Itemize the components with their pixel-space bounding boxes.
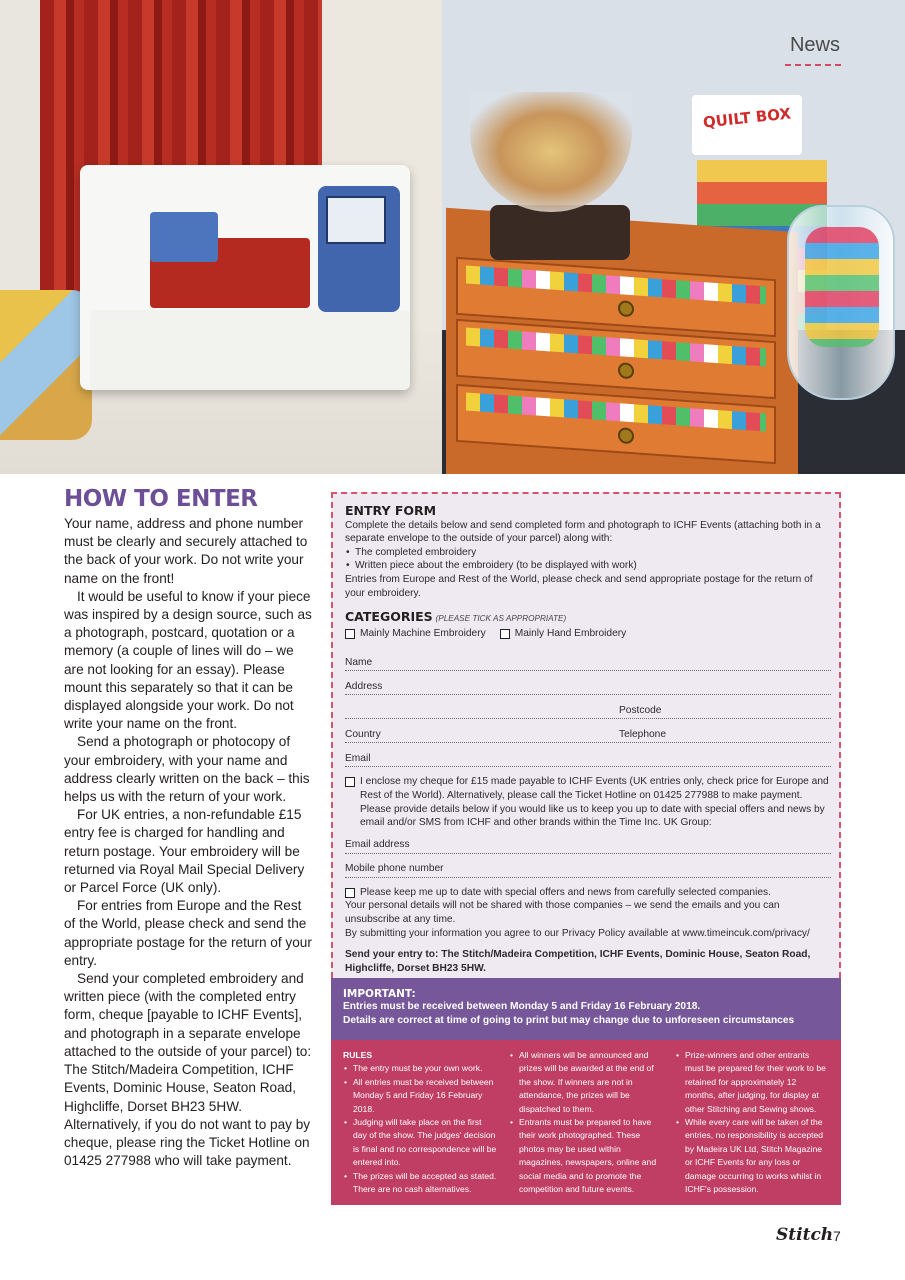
- machine-embroidery-checkbox[interactable]: [345, 629, 355, 639]
- rule-item: • The prizes will be accepted as stated. There are no cash alternatives.: [343, 1170, 497, 1197]
- cheque-checkbox[interactable]: [345, 777, 355, 787]
- list-item: • Written piece about the embroidery (to be displayed with work): [345, 559, 831, 573]
- rules-column: [509, 1049, 663, 1199]
- paragraph: For UK entries, a non-refundable £15 entry fee is charged for handling and return postage. Your embroidery will be returned via Royal Mail Special Delivery or Parcel Force (UK only).: [64, 807, 305, 896]
- offers-option[interactable]: [345, 886, 831, 900]
- rules-column: [675, 1049, 829, 1199]
- field-label: Email: [345, 752, 371, 764]
- magazine-logo: Stitch: [776, 1225, 834, 1245]
- rule-item: • While every care will be taken of the entries, no responsibility is accepted by Madeira UK Ltd, Stitch Magazine or ICHF Events for any loss or damage occurring to works whilst in ICHF's possession.: [675, 1116, 829, 1196]
- cheque-option[interactable]: [345, 775, 831, 829]
- field-label: Mobile phone number: [345, 863, 444, 875]
- entry-form: [331, 492, 841, 978]
- rule-item: • Judging will take place on the first day of the show. The judges' decision is final and no correspondence will be entered into.: [343, 1116, 497, 1170]
- address-field[interactable]: [345, 671, 831, 695]
- categories-heading-row: [345, 610, 831, 626]
- fabric-pile: [0, 290, 92, 440]
- glass-vase: [787, 205, 895, 400]
- vase-thread-spools: [805, 227, 879, 347]
- quilt-box-label: QUILT BOX: [702, 104, 792, 132]
- checkbox-label: Mainly Machine Embroidery: [360, 627, 486, 639]
- hand-embroidery-checkbox[interactable]: [500, 629, 510, 639]
- page-number: 7: [833, 1228, 841, 1244]
- important-banner: [331, 978, 841, 1040]
- rule-item: • Prize-winners and other entrants must be prepared for their work to be retained for approximately 12 months, after judging, for display at other Stitching and Sewing shows.: [675, 1049, 829, 1116]
- send-to-address: Send your entry to: The Stitch/Madeira Competition, ICHF Events, Dominic House, Seaton Road, Highcliffe, Dorset BH23 5HW.: [345, 949, 811, 974]
- field-label: Postcode: [619, 704, 662, 716]
- policy-text: By submitting your information you agree to our Privacy Policy available at www.timeincuk.com/privacy/: [345, 927, 810, 939]
- rules-column: [343, 1049, 497, 1199]
- email-address-field[interactable]: [345, 830, 831, 854]
- trophy-base: [490, 205, 630, 260]
- offers-text: Please keep me up to date with special offers and news from carefully selected companies.: [360, 886, 771, 898]
- paragraph: Your name, address and phone number must be clearly and securely attached to the back of your work. Do not write your name on the front!: [64, 516, 308, 586]
- paragraph: It would be useful to know if your piece was inspired by a design source, such as a photograph, postcard, quotation or a memory (a couple of lines will do – we are not looking for an essay). Please mount this separately so that it can be displayed alongside your work. Do not write your name on the front.: [64, 588, 312, 732]
- machine-display: [326, 196, 386, 244]
- entry-form-intro: Complete the details below and send completed form and photograph to ICHF Events (attaching both in a separate envelope to the outside of your parcel) along with:: [345, 519, 821, 545]
- paragraph: For entries from Europe and the Rest of the World, please check and send the appropriate postage for the return of your entry.: [64, 898, 312, 968]
- categories-note: (PLEASE TICK AS APPROPRIATE): [435, 614, 567, 624]
- drawer-knob: [618, 362, 634, 379]
- category-hand-option[interactable]: [500, 627, 627, 641]
- window-light: [0, 0, 40, 330]
- crystal-trophy-bowl: [470, 92, 632, 212]
- thread-cabinet-photo: [442, 0, 905, 474]
- name-field[interactable]: [345, 647, 831, 671]
- rule-item: • All entries must be received between Monday 5 and Friday 16 February 2018.: [343, 1076, 497, 1116]
- drawer-knob: [618, 300, 634, 317]
- checkbox-label: Mainly Hand Embroidery: [514, 627, 627, 639]
- sewing-machine-photo: [0, 0, 442, 474]
- privacy-text: Your personal details will not be shared with those companies – we send the emails and you can unsubscribe at any time.: [345, 900, 780, 925]
- europe-note: Entries from Europe and Rest of the World, please check and send appropriate postage for the return of your embroidery.: [345, 573, 813, 599]
- rules-panel: [331, 1040, 841, 1205]
- field-label: Address: [345, 680, 383, 692]
- how-to-enter-body: [64, 515, 312, 1170]
- rule-item: • Entrants must be prepared to have their work photographed. These photos may be used within magazines, newspapers, online and social media and to promote the competition and future events.: [509, 1116, 663, 1196]
- section-divider: [785, 64, 841, 66]
- entry-form-title: ENTRY FORM: [345, 503, 437, 518]
- postcode-field[interactable]: [345, 695, 831, 719]
- field-label: Name: [345, 656, 373, 668]
- rule-item: • The entry must be your own work.: [343, 1062, 497, 1075]
- cheque-text: I enclose my cheque for £15 made payable to ICHF Events (UK entries only, check price for Europe and Rest of the World). Alternatively, please call the Ticket Hotline on 01425 277988 to make payment. Please provide details below if you would like us to keep you up to date with special offers and news by email and/or SMS from ICHF and other brands within the Time Inc. UK Group:: [360, 776, 829, 829]
- field-label: Email address: [345, 839, 410, 851]
- drawer-knob: [618, 427, 634, 444]
- machine-control-panel: [150, 212, 218, 262]
- field-label: Country: [345, 728, 381, 740]
- offers-checkbox[interactable]: [345, 888, 355, 898]
- rules-title: RULES: [343, 1050, 373, 1060]
- important-disclaimer: Details are correct at time of going to print but may change due to unforeseen circumstances: [343, 1015, 795, 1026]
- list-item: • The completed embroidery: [345, 546, 831, 560]
- category-machine-option[interactable]: [345, 627, 486, 641]
- paragraph: Send your completed embroidery and written piece (with the completed entry form, cheque [payable to ICHF Events], and photograph in a separate envelope attached to the outside of your parcel) to: The Stitch/Madeira Competition, ICHF Events, Dominic House, Seaton Road, Highcliffe, Dorset BH23 5HW. Alternatively, if you do not want to pay by cheque, please ring the Ticket Hotline on 01425 277988 who will take payment.: [64, 971, 312, 1169]
- rule-item: • All winners will be announced and prizes will be awarded at the end of the show. If winners are not in attendance, the prizes will be dispatched to them.: [509, 1049, 663, 1116]
- how-to-enter-heading: HOW TO ENTER: [64, 486, 258, 512]
- paragraph: Send a photograph or photocopy of your embroidery, with your name and address clearly written on the back – this helps us with the return of your work.: [64, 734, 310, 805]
- country-telephone-field[interactable]: [345, 719, 831, 743]
- important-deadline: Entries must be received between Monday 5 and Friday 16 February 2018.: [343, 1001, 701, 1012]
- section-label: News: [789, 34, 840, 56]
- mobile-field[interactable]: [345, 854, 831, 878]
- quilt-box: [692, 95, 802, 155]
- email-field[interactable]: [345, 743, 831, 767]
- field-label: Telephone: [619, 728, 667, 740]
- categories-title: CATEGORIES: [345, 609, 433, 625]
- important-title: IMPORTANT:: [343, 988, 416, 1000]
- category-options: [345, 627, 831, 641]
- machine-base: [90, 310, 410, 390]
